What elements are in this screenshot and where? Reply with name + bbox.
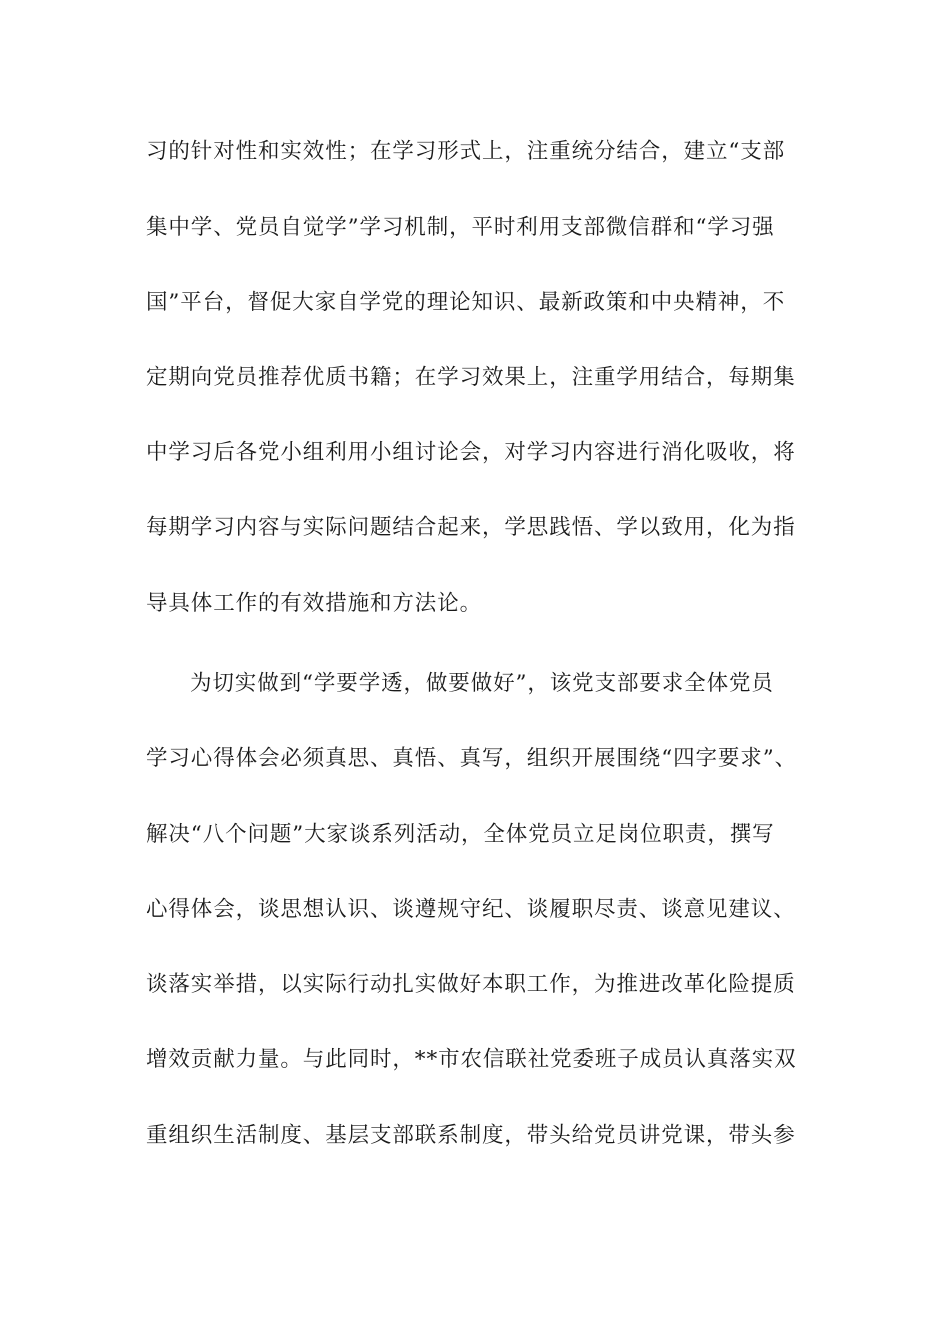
text-line: 心得体会，谈思想认识、谈遵规守纪、谈履职尽责、谈意见建议、	[146, 897, 796, 922]
paragraph-first-line: 为切实做到“学要学透，做要做好”，该党支部要求全体党员	[190, 671, 774, 696]
text-line: 习的针对性和实效性；在学习形式上，注重统分结合，建立“支部	[146, 139, 786, 164]
text-line: 中学习后各党小组利用小组讨论会，对学习内容进行消化吸收，将	[146, 440, 796, 465]
text-line: 集中学、党员自觉学”学习机制，平时利用支部微信群和“学习强	[146, 215, 775, 240]
text-line: 国”平台，督促大家自学党的理论知识、最新政策和中央精神，不	[146, 290, 786, 315]
text-line: 导具体工作的有效措施和方法论。	[146, 591, 483, 616]
text-line: 重组织生活制度、基层支部联系制度，带头给党员讲党课，带头参	[146, 1123, 796, 1148]
text-line: 解决“八个问题”大家谈系列活动，全体党员立足岗位职责，撰写	[146, 822, 775, 847]
text-line: 增效贡献力量。与此同时，**市农信联社党委班子成员认真落实双	[146, 1047, 797, 1072]
text-line: 每期学习内容与实际问题结合起来，学思践悟、学以致用，化为指	[146, 515, 796, 540]
text-line: 谈落实举措，以实际行动扎实做好本职工作，为推进改革化险提质	[146, 972, 796, 997]
text-line: 学习心得体会必须真思、真悟、真写，组织开展围绕“四字要求”、	[146, 746, 797, 771]
text-line: 定期向党员推荐优质书籍；在学习效果上，注重学用结合，每期集	[146, 365, 796, 390]
